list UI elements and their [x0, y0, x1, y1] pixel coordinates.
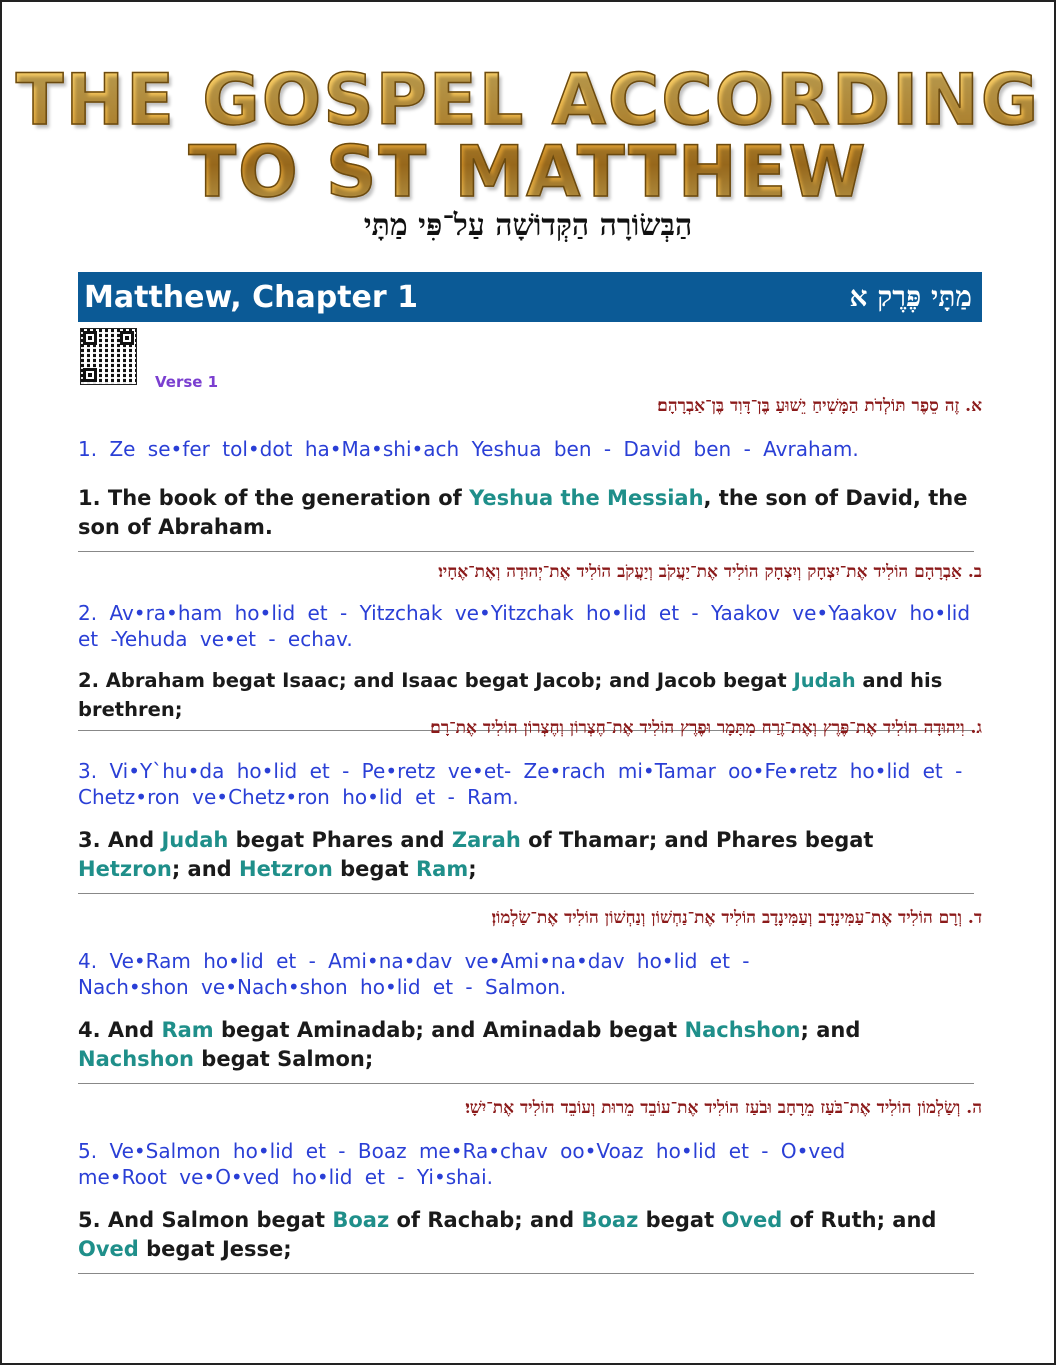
- verse-english: [78, 484, 982, 542]
- verse-label: Verse 1: [155, 373, 219, 391]
- highlighted-name: Zarah: [451, 828, 521, 852]
- highlighted-name: Hetzron: [78, 857, 172, 881]
- verse-transliteration: 2. Av•ra•ham ho•lid et - Yitzchak ve•Yitzchak ho•lid et - Yaakov ve•Yaakov ho•lid et -Yehuda ve•et - echav.: [78, 601, 971, 651]
- verse-english: [78, 1206, 982, 1264]
- verse-text: ; and: [800, 1018, 861, 1042]
- verse-text: 5. And Salmon begat: [78, 1208, 333, 1232]
- highlighted-name: Judah: [793, 669, 856, 692]
- verse-block: [78, 718, 982, 894]
- highlighted-name: Hetzron: [239, 857, 333, 881]
- highlighted-name: Oved: [78, 1237, 139, 1261]
- verse-text: 2. Abraham begat Isaac; and Isaac begat Jacob; and Jacob begat: [78, 669, 794, 692]
- highlighted-name: Yeshua the Messiah: [469, 486, 704, 510]
- verse-hebrew: ד. וְרָם הוֹלִיד אֶת־עַמִּינָדָב וְעַמִּינָדָב הוֹלִיד אֶת־נַחְשׁוֹן וְנַחְשׁוֹן הוֹלִיד אֶת־שַׂלְמוֹן׃: [491, 908, 982, 928]
- divider: [78, 551, 974, 552]
- verse-text: 4. And: [78, 1018, 162, 1042]
- verse-english: [78, 826, 982, 884]
- verse-text: 3. And: [78, 828, 162, 852]
- divider: [78, 1273, 974, 1274]
- chapter-header-bar: [78, 272, 982, 322]
- chapter-title-hebrew: מַתָּי פֶּרֶק א: [849, 280, 972, 313]
- verse-text: of Ruth; and: [782, 1208, 937, 1232]
- verse-text: begat Aminadab; and Aminadab begat: [213, 1018, 685, 1042]
- verse-block: [78, 396, 982, 552]
- highlighted-name: Oved: [721, 1208, 783, 1232]
- verse-text: begat: [332, 857, 416, 881]
- verse-english: [78, 666, 982, 724]
- verse-text: of Thamar; and Phares begat: [520, 828, 874, 852]
- verse-text: begat Phares and: [228, 828, 452, 852]
- book-title-line-1: THE GOSPEL ACCORDING: [15, 59, 1041, 141]
- verse-transliteration: 3. Vi•Y`hu•da ho•lid et - Pe•retz ve•et- Ze•rach mi•Tamar oo•Fe•retz ho•lid et - Chetz•ron ve•Chetz•ron ho•lid et - Ram.: [78, 759, 963, 809]
- verse-block: [78, 1098, 982, 1274]
- divider: [78, 1083, 974, 1084]
- verse-text: ; and: [171, 857, 240, 881]
- verse-hebrew: ה. וְשַׂלְמוֹן הוֹלִיד אֶת־בֹּעַז מֵרָחָב וּבֹעַז הוֹלִיד אֶת־עוֹבֵד מֵרוּת וְעוֹבֵד הוֹלִיד אֶת־יִשָׁי׃: [465, 1098, 982, 1118]
- highlighted-name: Nachshon: [78, 1047, 194, 1071]
- verse-text: begat Salmon;: [193, 1047, 374, 1071]
- chapter-title-english: Matthew, Chapter 1: [84, 279, 419, 315]
- qr-code-icon[interactable]: [80, 328, 137, 385]
- highlighted-name: Judah: [161, 828, 229, 852]
- highlighted-name: Nachshon: [684, 1018, 801, 1042]
- highlighted-name: Ram: [161, 1018, 214, 1042]
- verse-transliteration: 1. Ze se•fer tol•dot ha•Ma•shi•ach Yeshua ben - David ben - Avraham.: [78, 437, 859, 461]
- verse-transliteration: 4. Ve•Ram ho•lid et - Ami•na•dav ve•Ami•na•dav ho•lid et - Nach•shon ve•Nach•shon ho•lid et - Salmon.: [78, 949, 750, 999]
- verse-hebrew: ב. אַבְרָהָם הוֹלִיד אֶת־יִצְחָק וְיִצְחָק הוֹלִיד אֶת־יַעֲקֹב וְיַעֲקֹב הוֹלִיד אֶת־יְהוּדָה וְאֶת־אֶחָיו׃: [438, 562, 982, 582]
- verse-english: [78, 1016, 982, 1074]
- highlighted-name: Ram: [415, 857, 469, 881]
- verse-text: 1. The book of the generation of: [78, 486, 470, 510]
- verse-hebrew: ג. וִיהוּדָה הוֹלִיד אֶת־פֶּרֶץ וְאֶת־זֶרַח מִתָּמָר וּפֶרֶץ הוֹלִיד אֶת־חֶצְרוֹן וְחֶצְרוֹן הוֹלִיד אֶת־רָם׃: [430, 718, 982, 738]
- verse-block: [78, 562, 982, 731]
- book-title-line-2: TO ST MATTHEW: [188, 131, 868, 213]
- highlighted-name: Boaz: [332, 1208, 390, 1232]
- verse-block: [78, 908, 982, 1084]
- hebrew-title: הַבְּשׂוֹרָה הַקְּדוֹשָׁה עַל־פִּי מַתָּי: [363, 208, 693, 243]
- divider: [78, 893, 974, 894]
- verse-text: begat Jesse;: [138, 1237, 292, 1261]
- highlighted-name: Boaz: [581, 1208, 639, 1232]
- verse-text: , the son of David, the son of Abraham.: [78, 486, 968, 539]
- verse-text: ;: [468, 857, 477, 881]
- verse-text: of Rachab; and: [389, 1208, 582, 1232]
- verse-hebrew: א. זֶה סֵפֶר תּוֹלְדֹת הַמָּשִׁיחַ יֵשׁוּעַ בֶּן־דָּוִד בֶּן־אַבְרָהָם׃: [657, 396, 982, 416]
- book-title: [2, 59, 1054, 213]
- verse-text: begat: [638, 1208, 722, 1232]
- verse-transliteration: 5. Ve•Salmon ho•lid et - Boaz me•Ra•chav oo•Voaz ho•lid et - O•ved me•Root ve•O•ved ho•lid et - Yi•shai.: [78, 1139, 846, 1189]
- verse-text: and his brethren;: [78, 669, 943, 721]
